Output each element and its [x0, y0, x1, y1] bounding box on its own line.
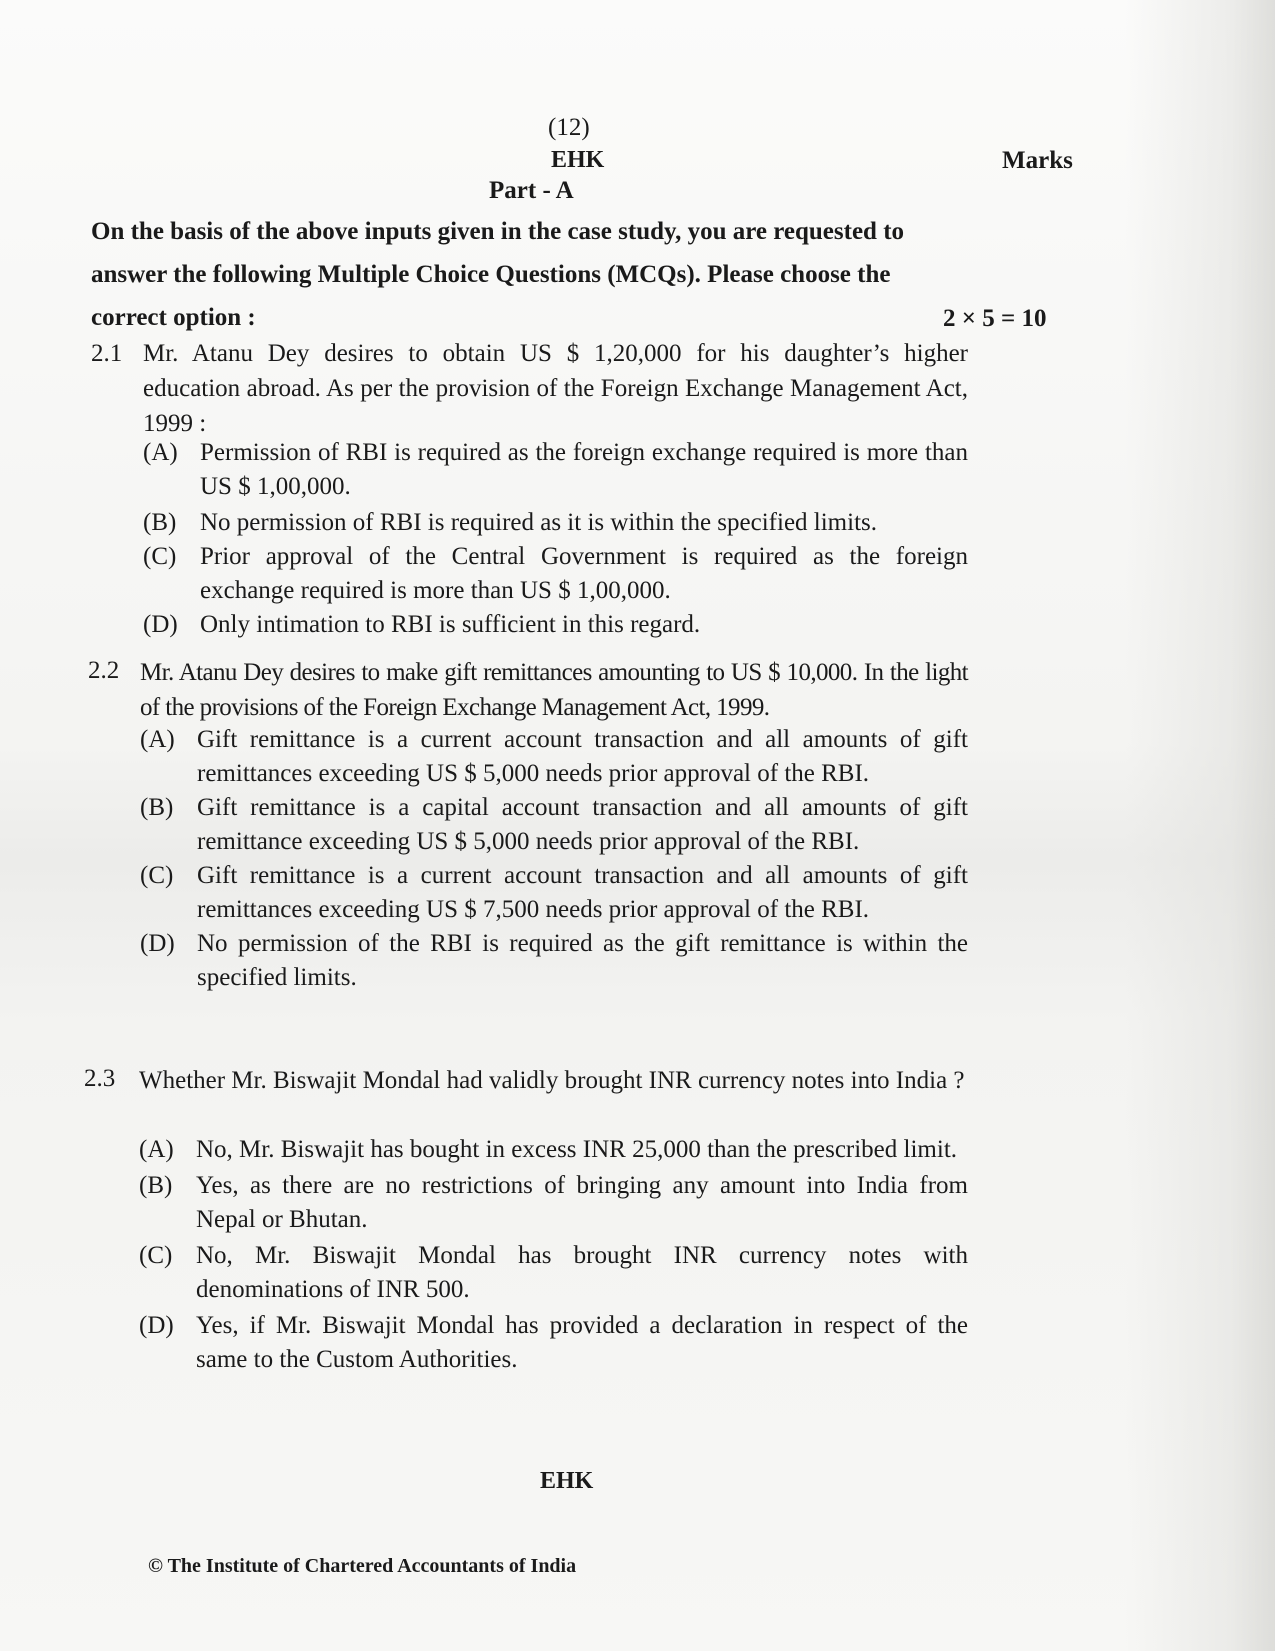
- option-b: [140, 791, 968, 859]
- option-letter: (B): [143, 509, 177, 536]
- option-letter: (D): [139, 1312, 174, 1339]
- option-letter: (B): [140, 794, 174, 821]
- scan-edge-shadow: [1125, 0, 1275, 1651]
- option-text: No, Mr. Biswajit has bought in excess INR 25,000 than the prescribed limit.: [196, 1136, 958, 1163]
- option-letter: (B): [139, 1172, 173, 1199]
- option-text: Prior approval of the Central Government is required as the foreign exchange required is more than US $ 1,00,000.: [200, 543, 968, 604]
- marks-allocation: 2 × 5 = 10: [943, 305, 1047, 332]
- part-title: Part - A: [489, 177, 574, 204]
- option-letter: (C): [143, 543, 177, 570]
- paper-code-header: EHK: [551, 147, 605, 173]
- option-c: [143, 540, 968, 608]
- question-number: 2.1: [91, 340, 123, 367]
- question-text: Mr. Atanu Dey desires to obtain US $ 1,20,000 for his daughter’s higher education abroad. As per the provision of the Foreign Exchange Management Act, 1999 :: [143, 340, 968, 437]
- options-list: [140, 723, 968, 995]
- option-letter: (A): [140, 726, 175, 753]
- marks-column-label: Marks: [1002, 147, 1073, 174]
- option-c: [140, 859, 968, 927]
- option-a: [140, 723, 968, 791]
- option-c: [139, 1239, 968, 1307]
- question-number: 2.2: [88, 657, 120, 684]
- option-text: Yes, if Mr. Biswajit Mondal has provided a declaration in respect of the same to the Custom Authorities.: [196, 1312, 968, 1373]
- option-b: [139, 1169, 968, 1237]
- option-text: Yes, as there are no restrictions of bringing any amount into India from Nepal or Bhutan.: [196, 1172, 968, 1233]
- option-text: Only intimation to RBI is sufficient in this regard.: [200, 611, 701, 638]
- option-letter: (A): [139, 1136, 174, 1163]
- option-text: No, Mr. Biswajit Mondal has brought INR currency notes with denominations of INR 500.: [196, 1242, 968, 1303]
- question-text: Whether Mr. Biswajit Mondal had validly brought INR currency notes into India ?: [139, 1067, 965, 1094]
- option-letter: (C): [139, 1242, 173, 1269]
- option-text: Permission of RBI is required as the foreign exchange required is more than US $ 1,00,000.: [200, 439, 968, 500]
- option-a: [143, 436, 968, 504]
- option-text: Gift remittance is a capital account transaction and all amounts of gift remittance exceeding US $ 5,000 needs prior approval of the RBI.: [197, 794, 968, 855]
- options-list: [143, 436, 968, 642]
- instructions-line-2: answer the following Multiple Choice Questions (MCQs). Please choose the: [91, 261, 891, 288]
- option-d: [140, 927, 968, 995]
- option-letter: (D): [143, 611, 178, 638]
- option-d: [143, 608, 968, 642]
- question-number: 2.3: [84, 1065, 116, 1092]
- copyright-notice: © The Institute of Chartered Accountants of India: [148, 1555, 577, 1577]
- question-text: Mr. Atanu Dey desires to make gift remittances amounting to US $ 10,000. In the light of the provisions of the Foreign Exchange Management Act, 1999.: [140, 659, 968, 721]
- option-text: Gift remittance is a current account transaction and all amounts of gift remittances exceeding US $ 5,000 needs prior approval of the RBI.: [197, 726, 968, 787]
- option-letter: (C): [140, 862, 174, 889]
- option-text: No permission of the RBI is required as the gift remittance is within the specified limits.: [197, 930, 968, 991]
- option-text: Gift remittance is a current account transaction and all amounts of gift remittances exceeding US $ 7,500 needs prior approval of the RBI.: [197, 862, 968, 923]
- option-a: [139, 1133, 968, 1167]
- option-text: No permission of RBI is required as it is within the specified limits.: [200, 509, 878, 536]
- option-letter: (A): [143, 439, 178, 466]
- paper-code-footer: EHK: [540, 1468, 594, 1494]
- option-letter: (D): [140, 930, 175, 957]
- instructions-line-3: correct option :: [91, 304, 256, 331]
- option-b: [143, 506, 968, 540]
- option-d: [139, 1309, 968, 1377]
- options-list: [139, 1133, 968, 1377]
- instructions-line-1: On the basis of the above inputs given in the case study, you are requested to: [91, 218, 905, 245]
- page-number: (12): [548, 114, 590, 141]
